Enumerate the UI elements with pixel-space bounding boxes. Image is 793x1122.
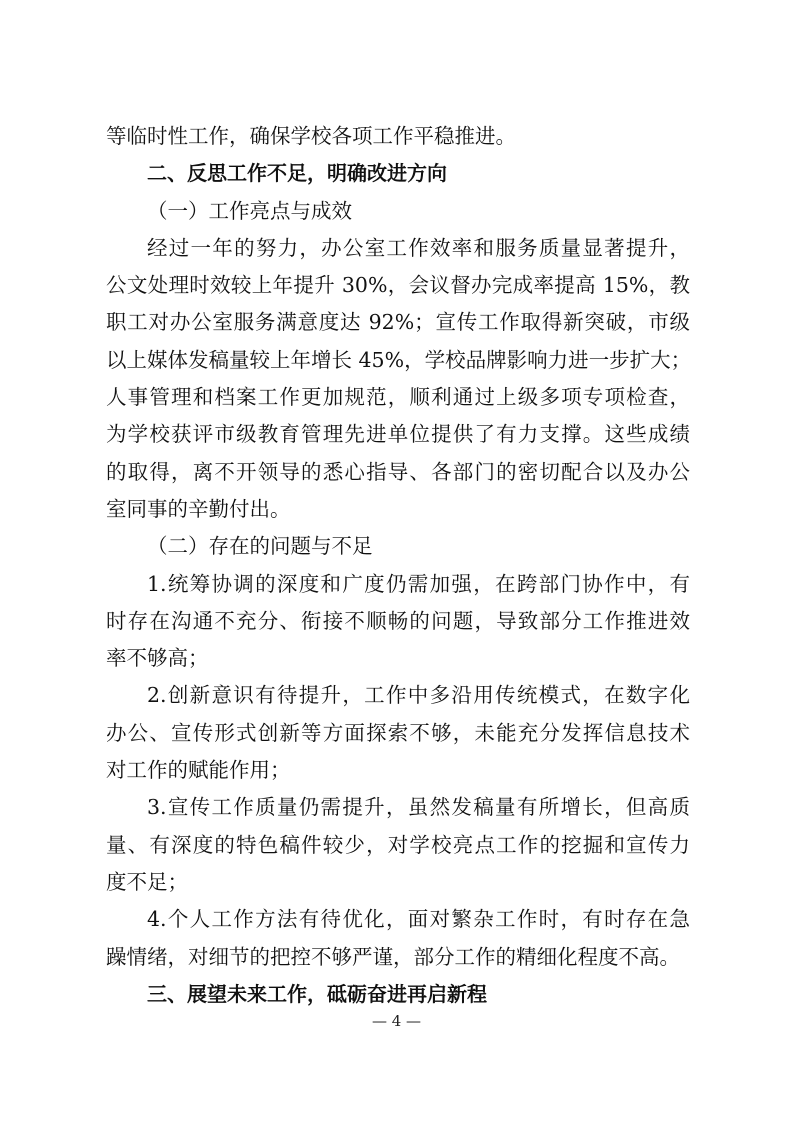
text-line: 对工作的赋能作用； <box>106 758 291 783</box>
text-line: 室同事的辛勤付出。 <box>106 496 291 521</box>
text-line: 时存在沟通不充分、衔接不顺畅的问题，导致部分工作推进效 <box>106 608 690 633</box>
paragraph <box>106 230 690 528</box>
text-line: 二、反思工作不足，明确改进方向 <box>147 161 447 186</box>
text-line: 度不足； <box>106 869 188 894</box>
text-line: 以上媒体发稿量较上年增长 45%，学校品牌影响力进一步扩大； <box>106 347 692 372</box>
text-line: （一）工作亮点与成效 <box>147 198 352 223</box>
paragraph <box>106 677 690 789</box>
text-line: 躁情绪，对细节的把控不够严谨，部分工作的精细化程度不高。 <box>106 944 680 969</box>
document-body <box>106 118 690 1013</box>
text-line: （二）存在的问题与不足 <box>147 534 373 559</box>
paragraph <box>106 118 690 155</box>
text-line: 职工对办公室服务满意度达 92%；宣传工作取得新突破，市级 <box>106 310 690 335</box>
text-line: 公文处理时效较上年提升 30%，会议督办完成率提高 15%，教 <box>106 273 690 298</box>
text-line: 4.个人工作方法有待优化，面对繁杂工作时，有时存在急 <box>147 907 690 932</box>
text-line: 办公、宣传形式创新等方面探索不够，未能充分发挥信息技术 <box>106 720 690 745</box>
text-line: 率不够高； <box>106 646 209 671</box>
text-line: 3.宣传工作质量仍需提升，虽然发稿量有所增长，但高质 <box>147 795 690 820</box>
text-line: 1.统筹协调的深度和广度仍需加强，在跨部门协作中，有 <box>147 571 690 596</box>
text-line: 人事管理和档案工作更加规范，顺利通过上级多项专项检查， <box>106 385 690 410</box>
section-heading <box>106 976 690 1013</box>
paragraph <box>106 566 690 678</box>
text-line: 等临时性工作，确保学校各项工作平稳推进。 <box>106 124 516 148</box>
paragraph <box>106 789 690 901</box>
text-line: 的取得，离不开领导的悉心指导、各部门的密切配合以及办公 <box>106 459 690 484</box>
subsection-heading <box>106 528 690 565</box>
text-line: 量、有深度的特色稿件较少，对学校亮点工作的挖掘和宣传力 <box>106 832 690 857</box>
subsection-heading <box>106 193 690 230</box>
text-line: 2.创新意识有待提升，工作中多沿用传统模式，在数字化 <box>147 683 690 708</box>
section-heading <box>106 155 690 192</box>
paragraph <box>106 901 690 976</box>
text-line: 为学校获评市级教育管理先进单位提供了有力支撑。这些成绩 <box>106 422 690 447</box>
text-line: 三、展望未来工作，砥砺奋进再启新程 <box>147 981 487 1006</box>
page-number: — 4 — <box>371 1012 422 1030</box>
text-line: 经过一年的努力，办公室工作效率和服务质量显著提升， <box>147 235 690 260</box>
